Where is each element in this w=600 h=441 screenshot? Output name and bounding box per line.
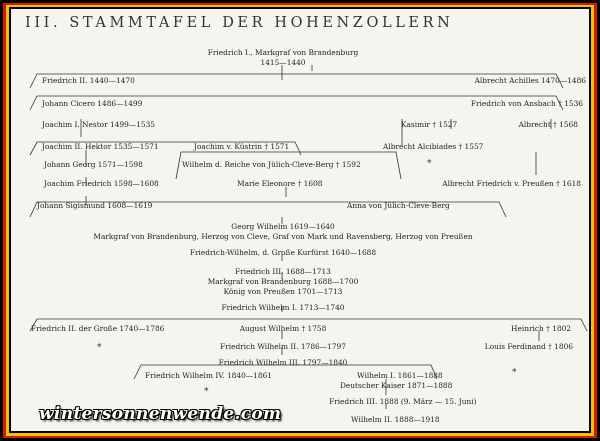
tree-node-wilhelm-reiche: Wilhelm d. Reiche von Jülich-Cleve-Berg † 1592 <box>182 160 361 169</box>
tree-node-wilhelm-ii: Wilhelm II. 1888—1918 <box>351 415 440 424</box>
tree-node-kasimir: Kasimir † 1527 <box>401 120 458 129</box>
tree-node-wilhelm-i: Wilhelm I. 1861—1888 <box>357 371 443 380</box>
star-mark: * <box>512 368 517 378</box>
tree-node-friedrich-ansbach: Friedrich von Ansbach † 1536 <box>470 99 583 108</box>
page-title: III. STAMMTAFEL DER HOHENZOLLERN <box>25 15 454 31</box>
tree-node-friedrich-ii: Friedrich II. 1440—1470 <box>42 76 135 85</box>
tree-node-albrecht-1568: Albrecht † 1568 <box>518 120 578 129</box>
tree-node-grosse-kurfuerst: Friedrich-Wilhelm, d. Große Kurfürst 1640—1688 <box>189 248 377 257</box>
tree-node-heinrich: Heinrich † 1802 <box>511 324 571 333</box>
tree-node-fw-iv: Friedrich Wilhelm IV. 1840—1861 <box>145 371 272 380</box>
tree-node-kaiser: Deutscher Kaiser 1871—1888 <box>340 381 453 390</box>
family-tree-page <box>11 9 589 431</box>
tree-node-johann-georg: Johann Georg 1571—1598 <box>44 160 143 169</box>
tree-node-albrecht-friedrich: Albrecht Friedrich v. Preußen † 1618 <box>442 179 581 188</box>
tree-node-georg-wilhelm-titles: Markgraf von Brandenburg, Herzog von Cleve, Graf von Mark und Ravensberg, Herzog von Preußen <box>93 232 473 241</box>
tree-node-joachim-kuestrin: Joachim v. Küstrin † 1571 <box>194 142 290 151</box>
tree-node-joachim-ii: Joachim II. Hektor 1535—1571 <box>42 142 159 151</box>
tree-node-albrecht-alcibiades: Albrecht Alcibiades † 1557 <box>383 142 484 151</box>
tree-node-friedrich-i-years: 1415—1440 <box>260 58 306 67</box>
tree-node-louis-ferdinand: Louis Ferdinand † 1806 <box>484 342 573 351</box>
star-mark: * <box>427 159 432 169</box>
tree-node-friedrich-i: Friedrich I., Markgraf von Brandenburg <box>207 48 359 57</box>
tree-node-joachim-i: Joachim I. Nestor 1499—1535 <box>42 120 155 129</box>
tree-node-anna: Anna von Jülich-Cleve-Berg <box>347 201 450 210</box>
tree-node-johann-cicero: Johann Cicero 1486—1499 <box>42 99 143 108</box>
tree-lines <box>11 9 589 431</box>
tree-node-markgraf-1688: Markgraf von Brandenburg 1688—1700 <box>207 277 359 286</box>
tree-node-georg-wilhelm: Georg Wilhelm 1619—1640 <box>231 222 335 231</box>
tree-node-joachim-friedrich: Joachim Friedrich 1598—1608 <box>44 179 159 188</box>
tree-node-friedrich-grosse: Friedrich II. der Große 1740—1786 <box>31 324 165 333</box>
site-watermark: wintersonnenwende.com <box>39 404 282 424</box>
tree-node-friedrich-iii-1888: Friedrich III. 1888 (9. März — 15. Juni) <box>329 397 477 406</box>
tree-node-johann-sigismund: Johann Sigismund 1608—1619 <box>37 201 153 210</box>
tree-node-marie-eleonore: Marie Eleonore † 1608 <box>237 179 323 188</box>
star-mark: * <box>97 343 102 353</box>
star-mark: * <box>204 387 209 397</box>
tree-node-fw-i: Friedrich Wilhelm I. 1713—1740 <box>221 303 345 312</box>
tree-node-august-wilhelm: August Wilhelm † 1758 <box>239 324 327 333</box>
tree-node-friedrich-iii: Friedrich III. 1688—1713 <box>235 267 331 276</box>
tree-node-fw-iii: Friedrich Wilhelm III. 1797—1840 <box>218 358 348 367</box>
tree-node-albrecht-achilles: Albrecht Achilles 1470—1486 <box>474 76 586 85</box>
tree-node-fw-ii: Friedrich Wilhelm II. 1786—1797 <box>220 342 346 351</box>
tree-node-koenig-1701: König von Preußen 1701—1713 <box>223 287 343 296</box>
